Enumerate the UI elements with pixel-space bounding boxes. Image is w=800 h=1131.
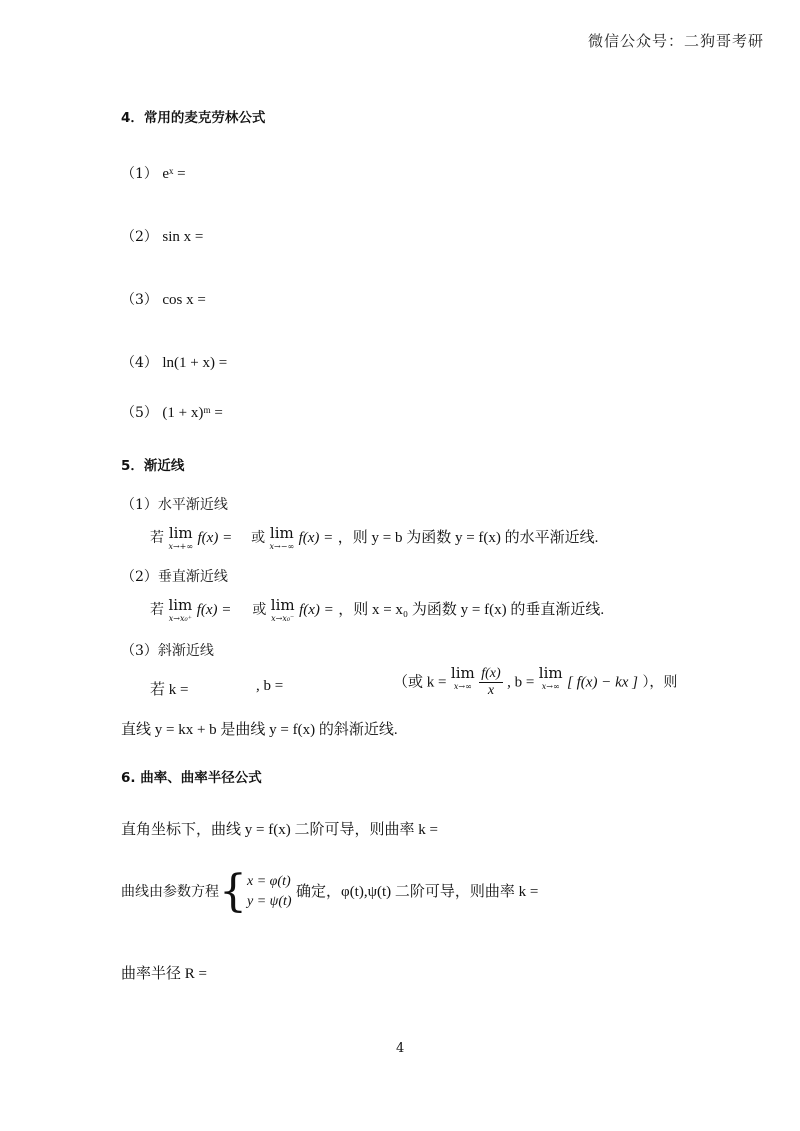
vertical-asymptote-label: （2）垂直渐近线: [121, 569, 228, 585]
k-expr: 若 k =: [150, 682, 189, 698]
maclaurin-item-3: [121, 289, 206, 309]
item-expression: sin x =: [162, 229, 204, 245]
fx-expr: f(x) =: [197, 530, 233, 546]
fx-expr: f(x) =: [196, 602, 232, 618]
conclusion: ，则 x = x₀ 为函数 y = f(x) 的垂直渐近线.: [338, 602, 605, 618]
curvature-cartesian: 直角坐标下，曲线 y = f(x) 二阶可导，则曲率 k =: [121, 822, 438, 838]
left-brace: {: [219, 866, 247, 917]
oblique-conclusion: 直线 y = kx + b 是曲线 y = f(x) 的斜渐近线.: [121, 722, 398, 738]
maclaurin-item-2: [121, 226, 203, 246]
item-expression: ln(1 + x) =: [162, 355, 228, 371]
fx-expr: f(x) =: [299, 602, 334, 618]
bracket-expr: [ f(x) − kx ]: [567, 674, 638, 691]
item-expression: (1 + x)ᵐ =: [162, 405, 223, 421]
text-huo: 或: [252, 602, 267, 618]
item-expression: eˣ =: [162, 166, 186, 182]
oblique-b-formula: [256, 678, 283, 695]
maclaurin-item-1: [121, 163, 186, 183]
item-number: （4）: [121, 355, 158, 371]
oblique-alt-formula: [393, 666, 677, 699]
limit-symbol: lim x→x₀⁺: [168, 596, 193, 623]
fraction: $\frac{f(x)}{x}$: [481, 666, 501, 698]
paren-open: （或 k =: [393, 674, 447, 691]
param-conclusion: 确定，φ(t),ψ(t) 二阶可导，则曲率 k =: [296, 884, 539, 900]
vertical-asymptote-formula: [150, 598, 604, 623]
item-expression: cos x =: [162, 292, 206, 308]
text-ruo: 若: [150, 602, 164, 618]
param-system: x = φ(t) y = ψ(t): [247, 873, 292, 909]
limit-symbol: lim x→−∞: [269, 524, 295, 551]
curvature-parametric: [121, 866, 539, 917]
page-number: 4: [396, 1041, 405, 1056]
item-number: （3）: [121, 292, 158, 308]
maclaurin-item-5: [121, 402, 223, 422]
conclusion: ，则 y = b 为函数 y = f(x) 的水平渐近线.: [337, 530, 599, 546]
param-intro: 曲线由参数方程: [121, 884, 219, 900]
horizontal-asymptote-label: （1）水平渐近线: [121, 497, 228, 513]
item-number: （5）: [121, 405, 158, 421]
header-watermark: 微信公众号：二狗哥考研: [588, 32, 765, 50]
oblique-k-formula: [150, 678, 188, 699]
text-ruo: 若: [150, 530, 164, 546]
oblique-asymptote-label: （3）斜渐近线: [121, 643, 214, 659]
paren-close: ），则: [642, 674, 678, 691]
b-expr: , b =: [256, 678, 284, 694]
item-number: （2）: [121, 229, 158, 245]
section-4-title: 4．常用的麦克劳林公式: [121, 110, 266, 126]
section-6-title: 6. 曲率、曲率半径公式: [121, 770, 262, 786]
text-huo: 或: [251, 530, 266, 546]
limit-symbol: lim x→+∞: [168, 524, 194, 551]
item-number: （1）: [121, 166, 158, 182]
limit-symbol: lim x→x₀⁻: [270, 596, 295, 623]
b-expr: , b =: [507, 674, 535, 691]
section-5-title: 5．渐近线: [121, 458, 185, 474]
curvature-radius: 曲率半径 R =: [121, 966, 207, 982]
horizontal-asymptote-formula: [150, 526, 598, 551]
maclaurin-item-4: [121, 352, 227, 372]
fx-expr: f(x) =: [298, 530, 334, 546]
limit-symbol: lim x→∞: [450, 664, 475, 691]
limit-symbol: lim x→∞: [538, 664, 563, 691]
